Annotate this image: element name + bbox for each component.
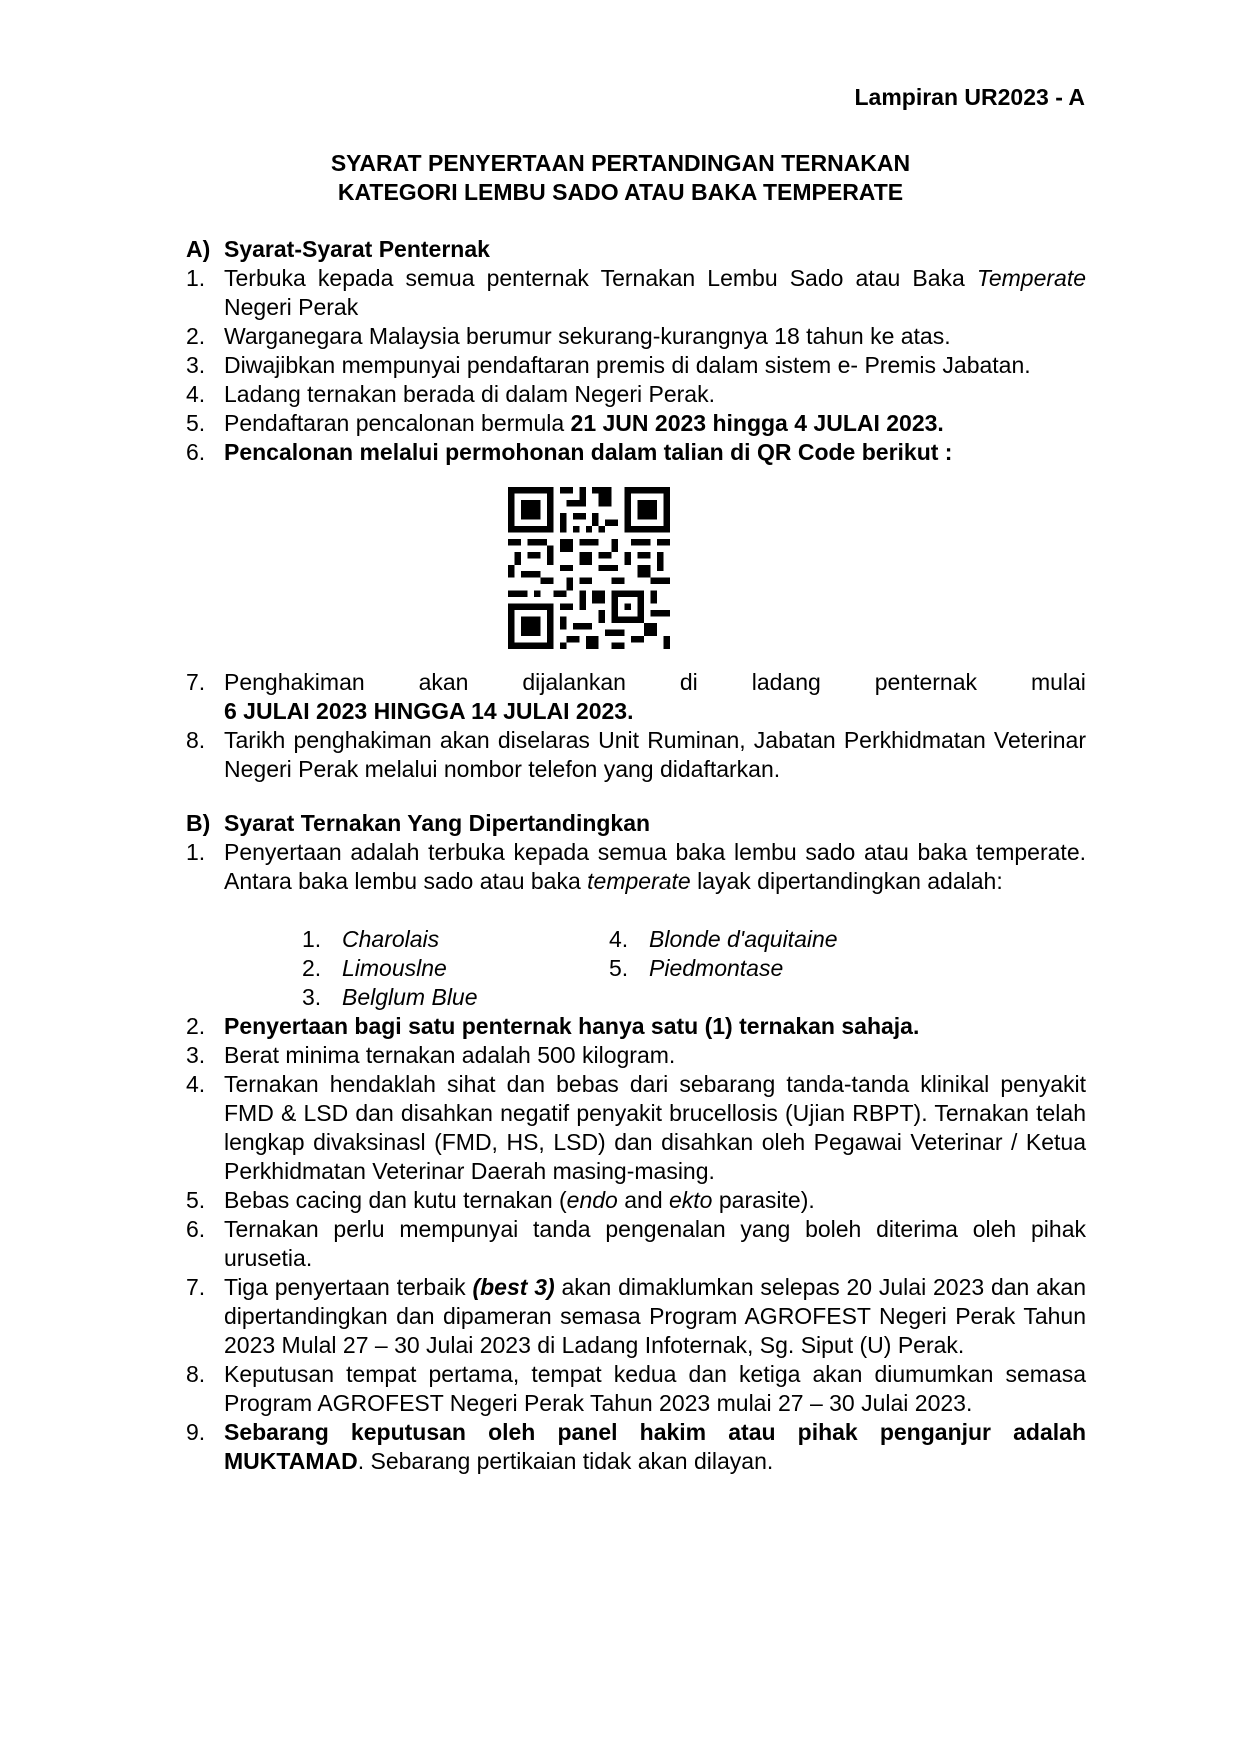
list-item: 2. Warganegara Malaysia berumur sekurang-kurangnya 18 tahun ke atas.: [186, 323, 951, 349]
list-item: 6. Pencalonan melalui permohonan dalam talian di QR Code berikut :: [186, 439, 953, 465]
list-item: 7. Tiga penyertaan terbaik (best 3) akan dimaklumkan selepas 20 Julai 2023 dan akan dipertandingkan dan dipameran semasa Program AGROFEST Negeri Perak Tahun 2023 Mulal 27 – 30 Julai 2023 di Ladang Infoternak, Sg. Siput (U) Perak.: [186, 1274, 1087, 1358]
list-item: 8. Tarikh penghakiman akan diselaras Unit Ruminan, Jabatan Perkhidmatan Veterinar Negeri Perak melalui nombor telefon yang didaftarkan.: [186, 727, 1086, 782]
section-a-letter: A): [186, 236, 211, 262]
list-item: 5. Pendaftaran pencalonan bermula 21 JUN 2023 hingga 4 JULAI 2023.: [186, 410, 944, 436]
list-item: 4. Ternakan hendaklah sihat dan bebas dari sebarang tanda-tanda klinikal penyakit FMD & LSD dan disahkan negatif penyakit brucellosis (Ujian RBPT). Ternakan telah lengkap divaksinasl (FMD, HS, LSD) dan disahkan oleh Pegawai Veterinar / Ketua Perkhidmatan Veterinar Daerah masing-masing.: [186, 1071, 1086, 1184]
annex-label: Lampiran UR2023 - A: [854, 84, 1085, 110]
breed-list-item: 5. Piedmontase: [609, 955, 784, 981]
section-a-title: Syarat-Syarat Penternak: [224, 236, 490, 262]
list-item: 5. Bebas cacing dan kutu ternakan (endo and ekto parasite).: [186, 1187, 815, 1213]
list-item: 1. Terbuka kepada semua penternak Ternakan Lembu Sado atau Baka Temperate Negeri Perak: [186, 265, 1086, 320]
section-a-heading: [186, 236, 490, 263]
list-item: 3. Diwajibkan mempunyai pendaftaran premis di dalam sistem e- Premis Jabatan.: [186, 352, 1031, 378]
section-a-list-1: [186, 264, 1086, 467]
list-item: 4. Ladang ternakan berada di dalam Negeri Perak.: [186, 381, 715, 407]
breed-list-item: 3. Belglum Blue: [302, 984, 478, 1010]
section-b-list-2: [186, 1012, 1086, 1476]
list-item: 2. Penyertaan bagi satu penternak hanya satu (1) ternakan sahaja.: [186, 1013, 920, 1039]
section-b-list-1: [186, 838, 1086, 896]
breed-list-item: 4. Blonde d'aquitaine: [609, 926, 838, 952]
qr-code[interactable]: [508, 487, 670, 649]
breed-list-item: 2. Limouslne: [302, 955, 447, 981]
section-a-list-2: [186, 668, 1086, 784]
list-item: 3. Berat minima ternakan adalah 500 kilogram.: [186, 1042, 676, 1068]
list-item: 8. Keputusan tempat pertama, tempat kedua dan ketiga akan diumumkan semasa Program AGROFEST Negeri Perak Tahun 2023 mulai 27 – 30 Julai 2023.: [186, 1361, 1086, 1416]
section-b-heading: [186, 810, 650, 837]
list-item: 9. Sebarang keputusan oleh panel hakim atau pihak penganjur adalah MUKTAMAD. Sebarang pertikaian tidak akan dilayan.: [186, 1419, 1086, 1474]
section-b-title: Syarat Ternakan Yang Dipertandingkan: [224, 810, 651, 836]
list-item: 6. Ternakan perlu mempunyai tanda pengenalan yang boleh diterima oleh pihak urusetia.: [186, 1216, 1086, 1271]
section-b-letter: B): [186, 810, 211, 836]
breed-list-item: 1. Charolais: [302, 926, 440, 952]
list-item: 1. Penyertaan adalah terbuka kepada semua baka lembu sado atau baka temperate. Antara baka lembu sado atau baka temperate layak dipertandingkan adalah:: [186, 839, 1086, 894]
title-line-1: SYARAT PENYERTAAN PERTANDINGAN TERNAKAN: [330, 150, 911, 176]
title-line-2: KATEGORI LEMBU SADO ATAU BAKA TEMPERATE: [337, 179, 904, 205]
list-item: 7. Penghakiman akan dijalankan di ladang penternak mulai 6 JULAI 2023 HINGGA 14 JULAI 2023.: [186, 669, 1086, 724]
